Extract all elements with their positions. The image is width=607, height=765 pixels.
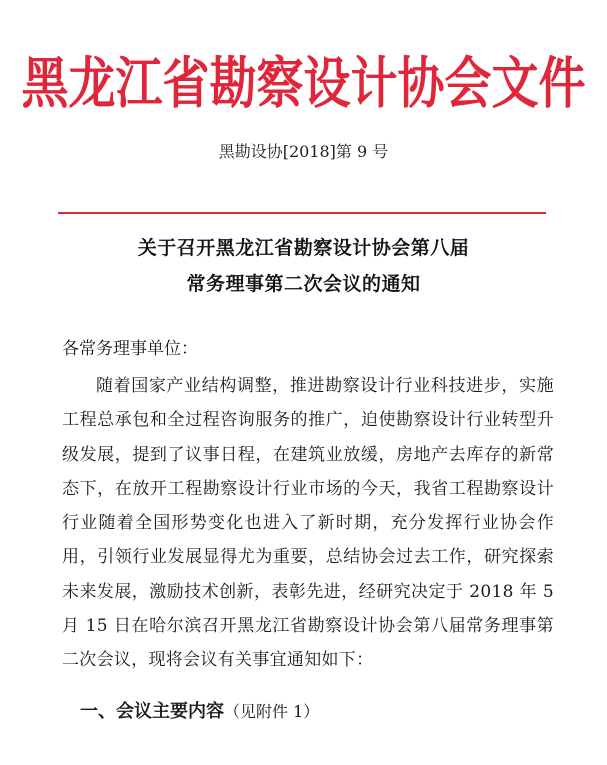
notice-title-line-2: 常务理事第二次会议的通知 <box>186 273 421 295</box>
red-divider-line <box>58 212 546 214</box>
org-document-header: 黑龙江省勘察设计协会文件 <box>21 51 586 117</box>
section-heading-title: 一、会议主要内容 <box>80 701 224 722</box>
section-heading-1 <box>80 697 319 723</box>
section-heading-note: （见附件 1） <box>224 702 320 721</box>
document-number: 黑勘设协[2018]第 9 号 <box>218 142 389 161</box>
body-paragraph: 随着国家产业结构调整，推进勘察设计行业科技进步，实施工程总承包和全过程咨询服务的推广，迫使勘察设计行业转型升级发展，提到了议事日程，在建筑业放缓，房地产去库存的新常态下，在放开工程勘察设计行业市场的今天，我省工程勘察设计行业随着全国形势变化也进入了新时期，充分发挥行业协会作用，引领行业发展显得尤为重要，总结协会过去工作，研究探索未来发展，激励技术创新，表彰先进，经研究决定于 2018 年 5 月 15 日在哈尔滨召开黑龙江省勘察设计协会第八届常务理事第二次会议，现将会议有关事宜通知如下： <box>62 376 554 671</box>
salutation: 各常务理事单位： <box>62 339 198 359</box>
notice-title-line-1: 关于召开黑龙江省勘察设计协会第八届 <box>137 237 470 259</box>
